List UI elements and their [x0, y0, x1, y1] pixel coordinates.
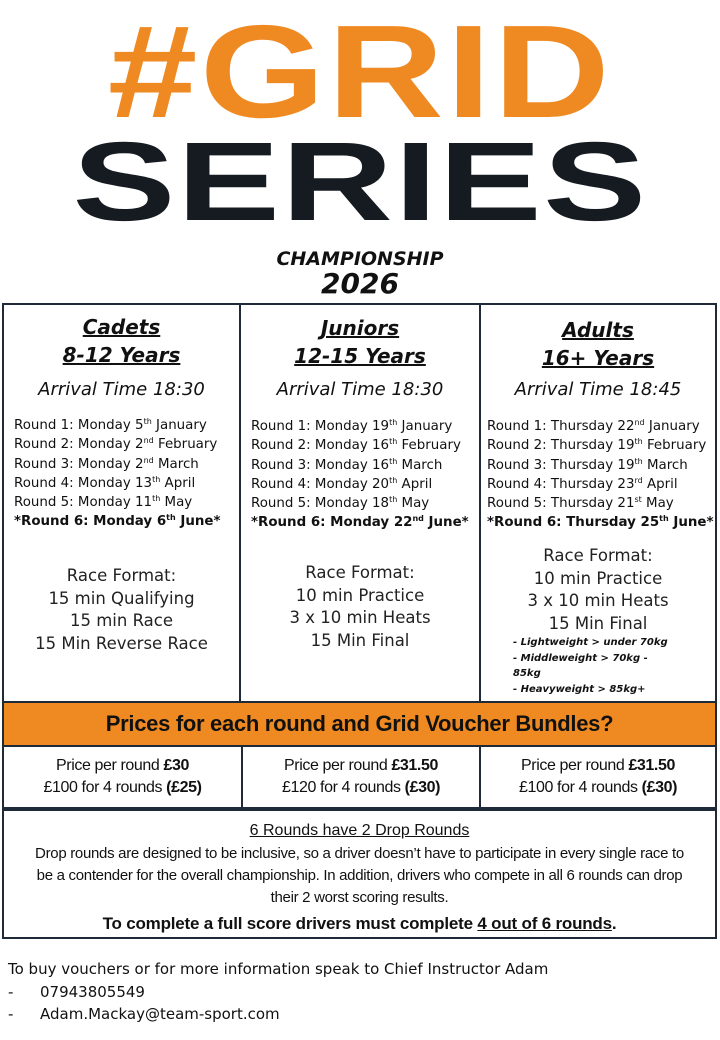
race-format-item: 15 Min Final [310, 630, 410, 650]
price-bundle: £100 for 4 rounds (£30) [518, 779, 678, 796]
race-format-title: Race Format: [66, 566, 177, 585]
weight-class-item: - Lightweight > under 70kg [513, 637, 668, 648]
category-ages: 8-12 Years [62, 343, 181, 367]
drop-rounds-box [2, 809, 717, 939]
round-item: Round 1: Thursday 22nd January [487, 418, 700, 434]
round-item: Round 1: Monday 19th January [251, 418, 453, 434]
contact-intro: To buy vouchers or for more information speak to Chief Instructor Adam [8, 960, 549, 978]
race-format [241, 562, 479, 652]
round-item: Round 2: Thursday 19th February [487, 437, 707, 454]
contact-phone: - 07943805549 [8, 981, 708, 1004]
contact-email: - Adam.Mackay@team-sport.com [8, 1003, 708, 1026]
prices-banner: Prices for each round and Grid Voucher Bundles? [2, 703, 717, 747]
round-item: Round 4: Thursday 23rd April [487, 475, 678, 492]
price-cell-adults [479, 747, 715, 807]
price-per-round: Price per round £30 [56, 757, 189, 774]
phone-number[interactable]: 07943805549 [40, 982, 145, 1001]
weight-class-item: - Heavyweight > 85kg+ [513, 683, 646, 695]
logo-series-text: SERIES [72, 119, 648, 244]
race-format-item: 15 min Qualifying [48, 588, 195, 608]
championship-logo [0, 0, 720, 300]
round-item: Round 5: Monday 11th May [14, 494, 193, 511]
price-cell-juniors [241, 747, 479, 807]
category-ages: 12-15 Years [294, 344, 426, 368]
category-name: Cadets [82, 315, 161, 339]
race-format-item: 15 Min Reverse Race [35, 633, 208, 653]
race-format-item: 15 min Race [69, 611, 174, 630]
round-item: Round 2: Monday 2nd February [14, 436, 218, 453]
weight-class-item: 85kg [513, 668, 541, 679]
round-item: Round 4: Monday 20th April [251, 475, 433, 492]
race-format-item: 3 x 10 min Heats [527, 591, 669, 610]
round-item: Round 3: Thursday 19th March [487, 456, 688, 473]
drop-rounds-title: 6 Rounds have 2 Drop Rounds [249, 822, 470, 839]
arrival-time: Arrival Time 18:30 [38, 379, 205, 400]
race-format-item: 10 min Practice [295, 585, 425, 605]
round-item-final: *Round 6: Monday 22nd June* [251, 514, 469, 531]
round-item-final: *Round 6: Thursday 25th June* [487, 514, 714, 531]
round-list [14, 416, 244, 532]
round-list [487, 417, 717, 533]
round-item: Round 3: Monday 16th March [251, 456, 443, 473]
price-per-round: Price per round £31.50 [284, 757, 438, 774]
category-name: Juniors [320, 316, 400, 340]
round-item: Round 2: Monday 16th February [251, 437, 461, 454]
logo-year: 2026 [321, 267, 399, 300]
category-column-adults [479, 305, 715, 701]
logo-subtitle: CHAMPIONSHIP [276, 248, 444, 270]
logo-grid-text: #GRID [107, 0, 613, 145]
arrival-time: Arrival Time 18:45 [514, 379, 682, 400]
contact-info [8, 958, 708, 1026]
race-format-title: Race Format: [305, 563, 415, 582]
weight-class-item: - Middleweight > 70kg - [513, 652, 648, 664]
race-format [4, 565, 239, 655]
email-address[interactable]: Adam.Mackay@team-sport.com [40, 1005, 280, 1023]
race-format [481, 545, 715, 635]
race-format-item: 3 x 10 min Heats [289, 608, 431, 627]
race-format-title: Race Format: [543, 546, 653, 565]
category-table [2, 303, 717, 703]
weight-classes [513, 635, 713, 697]
price-row [2, 747, 717, 809]
round-item: Round 4: Monday 13th April [14, 474, 196, 491]
category-column-juniors [239, 305, 479, 701]
round-item: Round 5: Monday 18th May [251, 495, 430, 512]
category-ages: 16+ Years [541, 346, 655, 370]
price-cell-cadets [4, 747, 241, 807]
round-item-final: *Round 6: Monday 6th June* [14, 513, 221, 530]
round-item: Round 5: Thursday 21st May [487, 495, 674, 512]
price-per-round: Price per round £31.50 [521, 757, 675, 774]
price-bundle: £120 for 4 rounds (£30) [281, 779, 441, 796]
race-format-item: 15 Min Final [548, 613, 648, 633]
arrival-time: Arrival Time 18:30 [276, 379, 444, 400]
race-format-item: 10 min Practice [533, 568, 663, 588]
category-name: Adults [562, 318, 634, 342]
round-item: Round 3: Monday 2nd March [14, 455, 199, 472]
full-score-note: To complete a full score drivers must complete 4 out of 6 rounds. [102, 914, 617, 933]
drop-rounds-text: Drop rounds are designed to be inclusive, so a driver doesn’t have to participate in every single race to be a contender for the overall championship. In addition, drivers who compete in all 6 rounds can drop their 2 worst scoring results. [35, 845, 684, 906]
price-bundle: £100 for 4 rounds (£25) [43, 779, 202, 796]
round-list [251, 417, 481, 533]
round-item: Round 1: Monday 5th January [14, 417, 207, 433]
category-column-cadets [4, 305, 239, 701]
